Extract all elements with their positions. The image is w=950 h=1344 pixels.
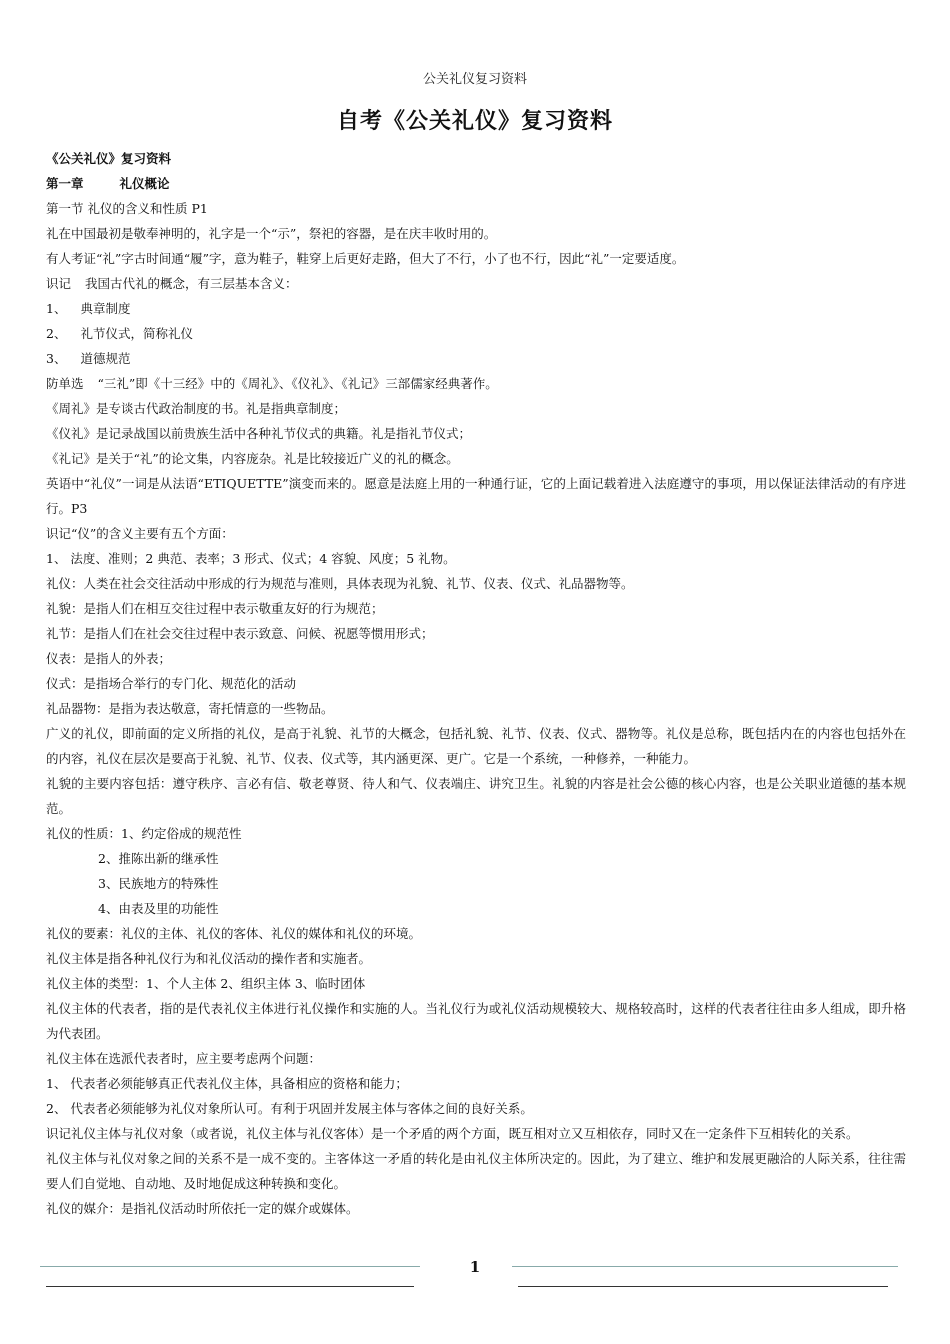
paragraph: 英语中“礼仪”一词是从法语“ETIQUETTE”演变而来的。愿意是法庭上用的一种通行证，它的上面记载着进入法庭遵守的事项，用以保证法律活动的有序进行。P3 bbox=[46, 476, 906, 516]
paragraph: 1、 法度、准则；2 典范、表率；3 形式、仪式；4 容貌、风度；5 礼物。 bbox=[46, 551, 456, 566]
paragraph: 礼仪主体的代表者，指的是代表礼仪主体进行礼仪操作和实施的人。当礼仪行为或礼仪活动规模较大、规格较高时，这样的代表者往往由多人组成，即升格为代表团。 bbox=[46, 1001, 906, 1041]
paragraph: 礼貌的主要内容包括：遵守秩序、言必有信、敬老尊贤、待人和气、仪表端庄、讲究卫生。礼貌的内容是社会公德的核心内容，也是公关职业道德的基本规范。 bbox=[46, 776, 906, 816]
page-number: 1 bbox=[469, 1258, 481, 1276]
paragraph: 礼貌：是指人们在相互交往过程中表示敬重友好的行为规范； bbox=[46, 601, 384, 616]
paragraph: 礼仪主体与礼仪对象之间的关系不是一成不变的。主客体这一矛盾的转化是由礼仪主体所决定的。因此，为了建立、维护和发展更融洽的人际关系，往往需要人们自觉地、自动地、及时地促成这种转换和变化。 bbox=[46, 1151, 906, 1191]
paragraph: 礼品器物：是指为表达敬意，寄托情意的一些物品。 bbox=[46, 701, 334, 716]
paragraph: 识记“仪”的含义主要有五个方面： bbox=[46, 526, 234, 541]
paragraph: 仪式：是指场合举行的专门化、规范化的活动 bbox=[46, 676, 297, 691]
paragraph bbox=[46, 271, 906, 296]
note-text: 我国古代礼的概念，有三层基本含义： bbox=[85, 276, 298, 291]
chapter-heading bbox=[46, 171, 906, 196]
list-item bbox=[46, 321, 906, 346]
list-item: 2、 代表者必须能够为礼仪对象所认可。有利于巩固并发展主体与客体之间的良好关系。 bbox=[46, 1101, 533, 1116]
paragraph: 礼仪：人类在社会交往活动中形成的行为规范与准则，具体表现为礼貌、礼节、仪表、仪式、礼品器物等。 bbox=[46, 576, 634, 591]
list-number: 1、 bbox=[46, 301, 67, 316]
section-heading: 《公关礼仪》复习资料 bbox=[46, 151, 172, 166]
paragraph: 《礼记》是关于“礼”的论文集，内容庞杂。礼是比较接近广义的礼的概念。 bbox=[46, 451, 459, 466]
chapter-number: 第一章 bbox=[46, 176, 84, 191]
document-title: 自考《公关礼仪》复习资料 bbox=[336, 108, 613, 134]
paragraph: 礼仪的性质：1、约定俗成的规范性 bbox=[46, 826, 242, 841]
list-text: 道德规范 bbox=[80, 351, 131, 366]
paragraph: 礼仪主体的类型：1、个人主体 2、组织主体 3、临时团体 bbox=[46, 976, 366, 991]
note-label: 防单选 bbox=[46, 376, 84, 391]
note-label: 识记 bbox=[46, 276, 72, 291]
paragraph: 《仪礼》是记录战国以前贵族生活中各种礼节仪式的典籍。礼是指礼节仪式； bbox=[46, 426, 472, 441]
list-number: 3、 bbox=[46, 351, 67, 366]
list-item: 3、民族地方的特殊性 bbox=[98, 876, 219, 891]
list-item bbox=[46, 296, 906, 321]
list-number: 2、 bbox=[46, 326, 67, 341]
paragraph: 第一节 礼仪的含义和性质 P1 bbox=[46, 201, 208, 216]
paragraph bbox=[46, 371, 906, 396]
list-text: 典章制度 bbox=[80, 301, 131, 316]
paragraph: 礼仪主体是指各种礼仪行为和礼仪活动的操作者和实施者。 bbox=[46, 951, 372, 966]
paragraph: 识记礼仪主体与礼仪对象（或者说，礼仪主体与礼仪客体）是一个矛盾的两个方面，既互相对立又互相依存，同时又在一定条件下互相转化的关系。 bbox=[46, 1126, 859, 1141]
list-item: 2、推陈出新的继承性 bbox=[98, 851, 219, 866]
paragraph: 仪表：是指人的外表； bbox=[46, 651, 172, 666]
paragraph: 礼在中国最初是敬奉神明的，礼字是一个“示”，祭祀的容器，是在庆丰收时用的。 bbox=[46, 226, 497, 241]
chapter-title: 礼仪概论 bbox=[119, 176, 170, 191]
list-item: 4、由表及里的功能性 bbox=[98, 901, 219, 916]
list-item: 1、 代表者必须能够真正代表礼仪主体，具备相应的资格和能力； bbox=[46, 1076, 408, 1091]
running-header: 公关礼仪复习资料 bbox=[422, 72, 527, 87]
footer-rule-left-bottom bbox=[46, 1286, 414, 1287]
paragraph: 《周礼》是专谈古代政治制度的书。礼是指典章制度； bbox=[46, 401, 347, 416]
paragraph: 礼仪主体在选派代表者时，应主要考虑两个问题： bbox=[46, 1051, 322, 1066]
paragraph: 礼仪的媒介：是指礼仪活动时所依托一定的媒介或媒体。 bbox=[46, 1201, 359, 1216]
list-item bbox=[46, 346, 906, 371]
paragraph: 礼仪的要素：礼仪的主体、礼仪的客体、礼仪的媒体和礼仪的环境。 bbox=[46, 926, 422, 941]
note-text: “三礼”即《十三经》中的《周礼》、《仪礼》、《礼记》三部儒家经典著作。 bbox=[97, 376, 498, 391]
footer-rule-right-bottom bbox=[518, 1286, 888, 1287]
document-body bbox=[46, 146, 906, 1221]
paragraph: 有人考证“礼”字古时间通“履”字，意为鞋子，鞋穿上后更好走路，但大了不行，小了也不行，因此“礼”一定要适度。 bbox=[46, 251, 685, 266]
list-text: 礼节仪式，简称礼仪 bbox=[80, 326, 193, 341]
paragraph: 礼节：是指人们在社会交往过程中表示致意、问候、祝愿等惯用形式； bbox=[46, 626, 434, 641]
paragraph: 广义的礼仪，即前面的定义所指的礼仪，是高于礼貌、礼节的大概念，包括礼貌、礼节、仪表、仪式、器物等。礼仪是总称，既包括内在的内容也包括外在的内容，礼仪在层次是要高于礼貌、礼节、仪表、仪式等，其内涵更深、更广。它是一个系统，一种修养，一种能力。 bbox=[46, 726, 906, 766]
